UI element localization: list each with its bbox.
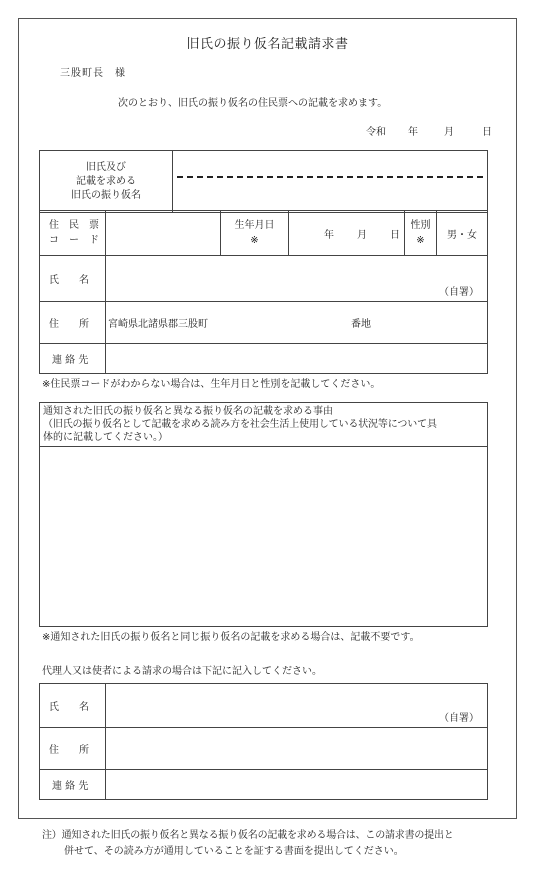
- footnote-line-1: 注）通知された旧氏の振り仮名と異なる振り仮名の記載を求める場合は、この請求書の提出と: [42, 830, 454, 841]
- footnote-line-2: 併せて、その読み方が通用していることを証する書面を提出してください。: [64, 846, 404, 857]
- date-day[interactable]: 日: [482, 127, 492, 138]
- address-label: 住 所: [40, 302, 106, 344]
- agent-address-label: 住 所: [40, 728, 106, 770]
- resident-code-label: 住 民 票 コ ー ド: [40, 211, 106, 256]
- date-month[interactable]: 月: [444, 127, 454, 138]
- contact-field[interactable]: [106, 344, 488, 374]
- agent-name-field[interactable]: [106, 684, 488, 728]
- sex-field[interactable]: 男・女: [437, 211, 488, 256]
- same-kana-note: ※通知された旧氏の振り仮名と同じ振り仮名の記載を求める場合は、記載不要です。: [42, 632, 420, 643]
- date-line: [366, 123, 492, 138]
- reason-table: [39, 402, 488, 627]
- resident-code-field[interactable]: [106, 211, 221, 256]
- address-prefix: 宮崎県北諸県郡三股町: [108, 319, 208, 330]
- contact-label: 連 絡 先: [40, 344, 106, 374]
- applicant-table: [39, 210, 488, 374]
- agent-name-label: 氏 名: [40, 684, 106, 728]
- agent-table: [39, 683, 488, 800]
- form-title: 旧氏の振り仮名記載請求書: [186, 37, 349, 52]
- birthdate-label: 生年月日 ※: [221, 211, 289, 256]
- agent-contact-field[interactable]: [106, 770, 488, 800]
- resident-code-note: ※住民票コードがわからない場合は、生年月日と性別を記載してください。: [42, 379, 381, 390]
- sex-label: 性別 ※: [405, 211, 437, 256]
- agent-signature-note: （自署）: [439, 713, 479, 724]
- intro-text: 次のとおり、旧氏の振り仮名の住民票への記載を求めます。: [118, 98, 388, 109]
- date-era: 令和: [366, 127, 386, 138]
- address-field[interactable]: [106, 302, 488, 344]
- addressee: 三股町長 様: [60, 68, 126, 79]
- signature-note: （自署）: [439, 287, 479, 298]
- agent-instruction: 代理人又は使者による請求の場合は下記に記入してください。: [42, 666, 322, 677]
- birthdate-field[interactable]: 年 月 日: [289, 211, 405, 256]
- date-year[interactable]: 年: [408, 127, 418, 138]
- name-field[interactable]: [106, 256, 488, 302]
- reason-field[interactable]: [40, 447, 488, 627]
- agent-address-field[interactable]: [106, 728, 488, 770]
- old-name-table: [39, 150, 488, 213]
- name-label: 氏 名: [40, 256, 106, 302]
- old-name-field[interactable]: [173, 151, 488, 213]
- agent-contact-label: 連 絡 先: [40, 770, 106, 800]
- old-name-label: 旧氏及び 記載を求める 旧氏の振り仮名: [40, 151, 173, 213]
- reason-heading: 通知された旧氏の振り仮名と異なる振り仮名の記載を求める事由 （旧氏の振り仮名として記載を求める読み方を社会生活上使用している状況等について具 体的に記載してください。）: [40, 403, 488, 447]
- address-banchi: 番地: [351, 319, 371, 330]
